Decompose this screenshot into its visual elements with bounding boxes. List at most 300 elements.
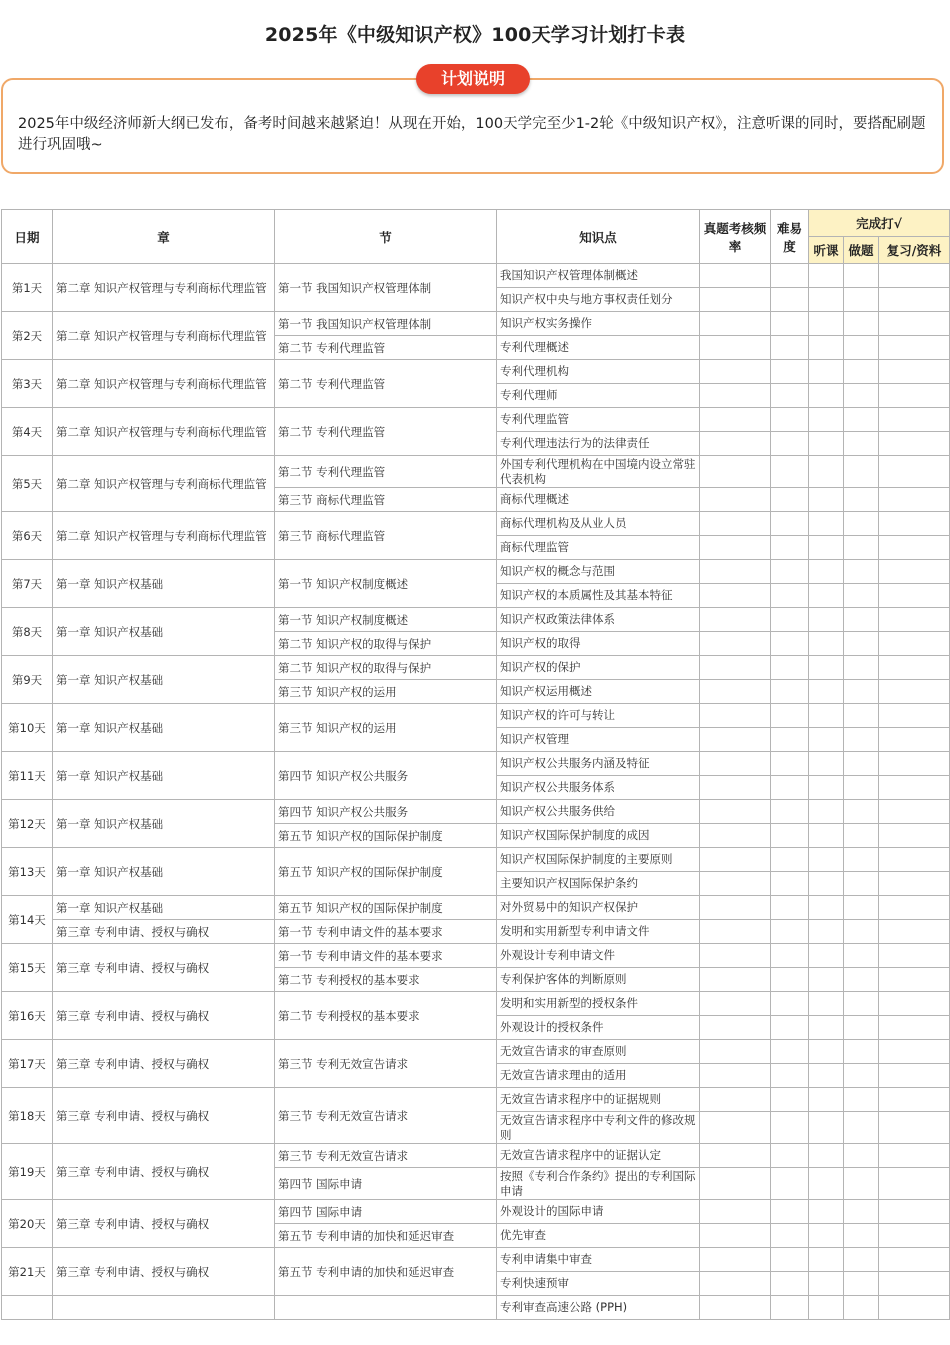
review-checkbox-cell[interactable] <box>879 1040 950 1064</box>
day-cell: 第3天 <box>2 360 53 408</box>
review-checkbox-cell[interactable] <box>879 704 950 728</box>
day-cell: 第9天 <box>2 656 53 704</box>
practice-checkbox-cell[interactable] <box>844 1168 879 1200</box>
listen-checkbox-cell[interactable] <box>809 584 844 608</box>
knowledge-cell: 知识产权实务操作 <box>497 312 700 336</box>
listen-checkbox-cell[interactable] <box>809 824 844 848</box>
review-checkbox-cell[interactable] <box>879 1168 950 1200</box>
listen-checkbox-cell[interactable] <box>809 848 844 872</box>
knowledge-cell: 对外贸易中的知识产权保护 <box>497 896 700 920</box>
knowledge-cell: 商标代理监管 <box>497 536 700 560</box>
day-cell: 第18天 <box>2 1088 53 1144</box>
practice-checkbox-cell[interactable] <box>844 800 879 824</box>
frequency-cell <box>700 336 771 360</box>
frequency-cell <box>700 1248 771 1272</box>
practice-checkbox-cell[interactable] <box>844 536 879 560</box>
practice-checkbox-cell[interactable] <box>844 920 879 944</box>
review-checkbox-cell[interactable] <box>879 584 950 608</box>
listen-checkbox-cell[interactable] <box>809 336 844 360</box>
section-cell: 第三节 专利无效宣告请求 <box>275 1144 497 1168</box>
section-cell: 第二节 专利代理监管 <box>275 360 497 408</box>
practice-checkbox-cell[interactable] <box>844 1040 879 1064</box>
plan-description-badge: 计划说明 <box>416 64 530 94</box>
difficulty-cell <box>771 800 809 824</box>
difficulty-cell <box>771 992 809 1016</box>
difficulty-cell <box>771 408 809 432</box>
listen-checkbox-cell[interactable] <box>809 776 844 800</box>
frequency-cell <box>700 488 771 512</box>
difficulty-cell <box>771 752 809 776</box>
chapter-cell: 第一章 知识产权基础 <box>53 560 275 608</box>
frequency-cell <box>700 872 771 896</box>
review-checkbox-cell[interactable] <box>879 384 950 408</box>
frequency-cell <box>700 560 771 584</box>
practice-checkbox-cell[interactable] <box>844 1088 879 1112</box>
frequency-cell <box>700 656 771 680</box>
chapter-cell: 第二章 知识产权管理与专利商标代理监管 <box>53 312 275 360</box>
review-checkbox-cell[interactable] <box>879 432 950 456</box>
listen-checkbox-cell[interactable] <box>809 1064 844 1088</box>
practice-checkbox-cell[interactable] <box>844 824 879 848</box>
section-cell: 第五节 知识产权的国际保护制度 <box>275 896 497 920</box>
day-cell: 第8天 <box>2 608 53 656</box>
knowledge-cell: 我国知识产权管理体制概述 <box>497 264 700 288</box>
listen-checkbox-cell[interactable] <box>809 752 844 776</box>
section-cell: 第一节 知识产权制度概述 <box>275 560 497 608</box>
practice-checkbox-cell[interactable] <box>844 456 879 488</box>
review-checkbox-cell[interactable] <box>879 456 950 488</box>
knowledge-cell: 无效宣告请求程序中的证据规则 <box>497 1088 700 1112</box>
table-row <box>2 848 950 872</box>
practice-checkbox-cell[interactable] <box>844 288 879 312</box>
listen-checkbox-cell[interactable] <box>809 264 844 288</box>
table-row <box>2 1200 950 1224</box>
table-row <box>2 1296 950 1320</box>
practice-checkbox-cell[interactable] <box>844 312 879 336</box>
knowledge-cell: 专利代理违法行为的法律责任 <box>497 432 700 456</box>
frequency-cell <box>700 584 771 608</box>
table-header-row <box>2 210 950 237</box>
frequency-cell <box>700 968 771 992</box>
frequency-cell <box>700 1112 771 1144</box>
knowledge-cell: 知识产权公共服务供给 <box>497 800 700 824</box>
chapter-cell: 第一章 知识产权基础 <box>53 752 275 800</box>
difficulty-cell <box>771 632 809 656</box>
listen-checkbox-cell[interactable] <box>809 560 844 584</box>
review-checkbox-cell[interactable] <box>879 560 950 584</box>
knowledge-cell: 按照《专利合作条约》提出的专利国际申请 <box>497 1168 700 1200</box>
practice-checkbox-cell[interactable] <box>844 968 879 992</box>
difficulty-cell <box>771 584 809 608</box>
header-review: 复习/资料 <box>879 237 950 264</box>
knowledge-cell: 专利快速预审 <box>497 1272 700 1296</box>
practice-checkbox-cell[interactable] <box>844 336 879 360</box>
listen-checkbox-cell[interactable] <box>809 920 844 944</box>
listen-checkbox-cell[interactable] <box>809 288 844 312</box>
practice-checkbox-cell[interactable] <box>844 360 879 384</box>
listen-checkbox-cell[interactable] <box>809 360 844 384</box>
day-cell: 第16天 <box>2 992 53 1040</box>
difficulty-cell <box>771 1224 809 1248</box>
frequency-cell <box>700 848 771 872</box>
review-checkbox-cell[interactable] <box>879 288 950 312</box>
table-row <box>2 704 950 728</box>
difficulty-cell <box>771 488 809 512</box>
section-cell: 第三节 知识产权的运用 <box>275 704 497 752</box>
table-row <box>2 656 950 680</box>
listen-checkbox-cell[interactable] <box>809 1168 844 1200</box>
review-checkbox-cell[interactable] <box>879 1016 950 1040</box>
practice-checkbox-cell[interactable] <box>844 1200 879 1224</box>
practice-checkbox-cell[interactable] <box>844 752 879 776</box>
header-date: 日期 <box>2 210 53 264</box>
review-checkbox-cell[interactable] <box>879 264 950 288</box>
listen-checkbox-cell[interactable] <box>809 1272 844 1296</box>
practice-checkbox-cell[interactable] <box>844 1272 879 1296</box>
review-checkbox-cell[interactable] <box>879 680 950 704</box>
day-cell: 第6天 <box>2 512 53 560</box>
header-knowledge: 知识点 <box>497 210 700 264</box>
frequency-cell <box>700 920 771 944</box>
difficulty-cell <box>771 560 809 584</box>
review-checkbox-cell[interactable] <box>879 360 950 384</box>
day-cell: 第14天 <box>2 896 53 944</box>
review-checkbox-cell[interactable] <box>879 752 950 776</box>
table-row <box>2 1088 950 1112</box>
practice-checkbox-cell[interactable] <box>844 608 879 632</box>
practice-checkbox-cell[interactable] <box>844 704 879 728</box>
section-cell <box>275 1296 497 1320</box>
day-cell: 第2天 <box>2 312 53 360</box>
review-checkbox-cell[interactable] <box>879 656 950 680</box>
day-cell: 第20天 <box>2 1200 53 1248</box>
frequency-cell <box>700 1144 771 1168</box>
review-checkbox-cell[interactable] <box>879 728 950 752</box>
knowledge-cell: 主要知识产权国际保护条约 <box>497 872 700 896</box>
difficulty-cell <box>771 1016 809 1040</box>
listen-checkbox-cell[interactable] <box>809 680 844 704</box>
chapter-cell: 第二章 知识产权管理与专利商标代理监管 <box>53 512 275 560</box>
table-row <box>2 312 950 336</box>
frequency-cell <box>700 896 771 920</box>
section-cell: 第二节 专利代理监管 <box>275 408 497 456</box>
frequency-cell <box>700 1272 771 1296</box>
listen-checkbox-cell[interactable] <box>809 432 844 456</box>
day-cell: 第15天 <box>2 944 53 992</box>
chapter-cell: 第三章 专利申请、授权与确权 <box>53 1248 275 1296</box>
chapter-cell: 第三章 专利申请、授权与确权 <box>53 920 275 944</box>
practice-checkbox-cell[interactable] <box>844 488 879 512</box>
table-row <box>2 408 950 432</box>
header-frequency: 真题考核频率 <box>700 210 771 264</box>
knowledge-cell: 专利保护客体的判断原则 <box>497 968 700 992</box>
frequency-cell <box>700 824 771 848</box>
difficulty-cell <box>771 848 809 872</box>
listen-checkbox-cell[interactable] <box>809 704 844 728</box>
practice-checkbox-cell[interactable] <box>844 848 879 872</box>
knowledge-cell: 发明和实用新型专利申请文件 <box>497 920 700 944</box>
frequency-cell <box>700 536 771 560</box>
knowledge-cell: 无效宣告请求理由的适用 <box>497 1064 700 1088</box>
frequency-cell <box>700 312 771 336</box>
practice-checkbox-cell[interactable] <box>844 1064 879 1088</box>
chapter-cell: 第一章 知识产权基础 <box>53 800 275 848</box>
review-checkbox-cell[interactable] <box>879 1088 950 1112</box>
listen-checkbox-cell[interactable] <box>809 1296 844 1320</box>
knowledge-cell: 外观设计的授权条件 <box>497 1016 700 1040</box>
frequency-cell <box>700 680 771 704</box>
review-checkbox-cell[interactable] <box>879 336 950 360</box>
chapter-cell: 第一章 知识产权基础 <box>53 608 275 656</box>
knowledge-cell: 专利代理机构 <box>497 360 700 384</box>
chapter-cell <box>53 1296 275 1320</box>
difficulty-cell <box>771 1144 809 1168</box>
knowledge-cell: 知识产权的取得 <box>497 632 700 656</box>
table-row <box>2 560 950 584</box>
listen-checkbox-cell[interactable] <box>809 1016 844 1040</box>
review-checkbox-cell[interactable] <box>879 1248 950 1272</box>
table-row <box>2 752 950 776</box>
day-cell: 第13天 <box>2 848 53 896</box>
practice-checkbox-cell[interactable] <box>844 896 879 920</box>
review-checkbox-cell[interactable] <box>879 896 950 920</box>
review-checkbox-cell[interactable] <box>879 872 950 896</box>
knowledge-cell: 发明和实用新型的授权条件 <box>497 992 700 1016</box>
listen-checkbox-cell[interactable] <box>809 408 844 432</box>
header-listen: 听课 <box>809 237 844 264</box>
section-cell: 第五节 知识产权的国际保护制度 <box>275 848 497 896</box>
review-checkbox-cell[interactable] <box>879 800 950 824</box>
knowledge-cell: 知识产权的概念与范围 <box>497 560 700 584</box>
chapter-cell: 第二章 知识产权管理与专利商标代理监管 <box>53 456 275 512</box>
difficulty-cell <box>771 512 809 536</box>
review-checkbox-cell[interactable] <box>879 512 950 536</box>
review-checkbox-cell[interactable] <box>879 920 950 944</box>
section-cell: 第一节 我国知识产权管理体制 <box>275 264 497 312</box>
difficulty-cell <box>771 360 809 384</box>
frequency-cell <box>700 1224 771 1248</box>
difficulty-cell <box>771 1088 809 1112</box>
review-checkbox-cell[interactable] <box>879 1144 950 1168</box>
difficulty-cell <box>771 312 809 336</box>
header-done: 完成打√ <box>809 210 950 237</box>
practice-checkbox-cell[interactable] <box>844 728 879 752</box>
day-cell: 第10天 <box>2 704 53 752</box>
practice-checkbox-cell[interactable] <box>844 384 879 408</box>
review-checkbox-cell[interactable] <box>879 824 950 848</box>
frequency-cell <box>700 360 771 384</box>
frequency-cell <box>700 384 771 408</box>
section-cell: 第三节 商标代理监管 <box>275 512 497 560</box>
listen-checkbox-cell[interactable] <box>809 1224 844 1248</box>
review-checkbox-cell[interactable] <box>879 408 950 432</box>
listen-checkbox-cell[interactable] <box>809 800 844 824</box>
table-row <box>2 800 950 824</box>
table-row <box>2 1248 950 1272</box>
review-checkbox-cell[interactable] <box>879 488 950 512</box>
listen-checkbox-cell[interactable] <box>809 456 844 488</box>
knowledge-cell: 知识产权的许可与转让 <box>497 704 700 728</box>
knowledge-cell: 知识产权公共服务内涵及特征 <box>497 752 700 776</box>
listen-checkbox-cell[interactable] <box>809 312 844 336</box>
review-checkbox-cell[interactable] <box>879 776 950 800</box>
section-cell: 第二节 知识产权的取得与保护 <box>275 632 497 656</box>
frequency-cell <box>700 264 771 288</box>
table-row <box>2 512 950 536</box>
difficulty-cell <box>771 1200 809 1224</box>
listen-checkbox-cell[interactable] <box>809 728 844 752</box>
plan-description-text: 2025年中级经济师新大纲已发布，备考时间越来越紧迫！从现在开始，100天学完至少1-2轮《中级知识产权》，注意听课的同时，要搭配刷题进行巩固哦~ <box>18 116 926 153</box>
frequency-cell <box>700 288 771 312</box>
listen-checkbox-cell[interactable] <box>809 1112 844 1144</box>
review-checkbox-cell[interactable] <box>879 608 950 632</box>
chapter-cell: 第一章 知识产权基础 <box>53 656 275 704</box>
knowledge-cell: 知识产权管理 <box>497 728 700 752</box>
listen-checkbox-cell[interactable] <box>809 1144 844 1168</box>
review-checkbox-cell[interactable] <box>879 1296 950 1320</box>
difficulty-cell <box>771 680 809 704</box>
review-checkbox-cell[interactable] <box>879 1200 950 1224</box>
table-row <box>2 944 950 968</box>
listen-checkbox-cell[interactable] <box>809 536 844 560</box>
difficulty-cell <box>771 824 809 848</box>
difficulty-cell <box>771 872 809 896</box>
review-checkbox-cell[interactable] <box>879 992 950 1016</box>
listen-checkbox-cell[interactable] <box>809 384 844 408</box>
listen-checkbox-cell[interactable] <box>809 488 844 512</box>
listen-checkbox-cell[interactable] <box>809 944 844 968</box>
chapter-cell: 第二章 知识产权管理与专利商标代理监管 <box>53 264 275 312</box>
section-cell: 第一节 专利申请文件的基本要求 <box>275 944 497 968</box>
section-cell: 第一节 知识产权制度概述 <box>275 608 497 632</box>
review-checkbox-cell[interactable] <box>879 536 950 560</box>
practice-checkbox-cell[interactable] <box>844 1144 879 1168</box>
review-checkbox-cell[interactable] <box>879 1224 950 1248</box>
section-cell: 第四节 国际申请 <box>275 1200 497 1224</box>
knowledge-cell: 知识产权中央与地方事权责任划分 <box>497 288 700 312</box>
table-row <box>2 896 950 920</box>
practice-checkbox-cell[interactable] <box>844 776 879 800</box>
knowledge-cell: 知识产权国际保护制度的主要原则 <box>497 848 700 872</box>
listen-checkbox-cell[interactable] <box>809 872 844 896</box>
chapter-cell: 第三章 专利申请、授权与确权 <box>53 992 275 1040</box>
listen-checkbox-cell[interactable] <box>809 968 844 992</box>
difficulty-cell <box>771 968 809 992</box>
listen-checkbox-cell[interactable] <box>809 1088 844 1112</box>
practice-checkbox-cell[interactable] <box>844 560 879 584</box>
listen-checkbox-cell[interactable] <box>809 1200 844 1224</box>
knowledge-cell: 知识产权运用概述 <box>497 680 700 704</box>
practice-checkbox-cell[interactable] <box>844 432 879 456</box>
knowledge-cell: 专利申请集中审查 <box>497 1248 700 1272</box>
review-checkbox-cell[interactable] <box>879 848 950 872</box>
knowledge-cell: 知识产权的保护 <box>497 656 700 680</box>
listen-checkbox-cell[interactable] <box>809 608 844 632</box>
review-checkbox-cell[interactable] <box>879 632 950 656</box>
difficulty-cell <box>771 384 809 408</box>
knowledge-cell: 知识产权公共服务体系 <box>497 776 700 800</box>
difficulty-cell <box>771 1272 809 1296</box>
header-chapter: 章 <box>53 210 275 264</box>
frequency-cell <box>700 704 771 728</box>
review-checkbox-cell[interactable] <box>879 312 950 336</box>
difficulty-cell <box>771 1064 809 1088</box>
section-cell: 第四节 知识产权公共服务 <box>275 752 497 800</box>
listen-checkbox-cell[interactable] <box>809 632 844 656</box>
practice-checkbox-cell[interactable] <box>844 584 879 608</box>
listen-checkbox-cell[interactable] <box>809 992 844 1016</box>
frequency-cell <box>700 776 771 800</box>
chapter-cell: 第一章 知识产权基础 <box>53 896 275 920</box>
practice-checkbox-cell[interactable] <box>844 264 879 288</box>
practice-checkbox-cell[interactable] <box>844 1296 879 1320</box>
practice-checkbox-cell[interactable] <box>844 944 879 968</box>
practice-checkbox-cell[interactable] <box>844 408 879 432</box>
listen-checkbox-cell[interactable] <box>809 896 844 920</box>
listen-checkbox-cell[interactable] <box>809 1040 844 1064</box>
listen-checkbox-cell[interactable] <box>809 656 844 680</box>
table-row <box>2 360 950 384</box>
review-checkbox-cell[interactable] <box>879 1272 950 1296</box>
difficulty-cell <box>771 704 809 728</box>
day-cell: 第19天 <box>2 1144 53 1200</box>
difficulty-cell <box>771 264 809 288</box>
day-cell <box>2 1296 53 1320</box>
practice-checkbox-cell[interactable] <box>844 680 879 704</box>
section-cell: 第二节 专利授权的基本要求 <box>275 992 497 1040</box>
knowledge-cell: 知识产权的本质属性及其基本特征 <box>497 584 700 608</box>
practice-checkbox-cell[interactable] <box>844 1248 879 1272</box>
difficulty-cell <box>771 920 809 944</box>
table-row <box>2 920 950 944</box>
practice-checkbox-cell[interactable] <box>844 632 879 656</box>
practice-checkbox-cell[interactable] <box>844 1224 879 1248</box>
section-cell: 第二节 专利代理监管 <box>275 456 497 488</box>
practice-checkbox-cell[interactable] <box>844 872 879 896</box>
knowledge-cell: 知识产权国际保护制度的成因 <box>497 824 700 848</box>
practice-checkbox-cell[interactable] <box>844 656 879 680</box>
difficulty-cell <box>771 1112 809 1144</box>
section-cell: 第二节 专利代理监管 <box>275 336 497 360</box>
header-section: 节 <box>275 210 497 264</box>
chapter-cell: 第三章 专利申请、授权与确权 <box>53 1200 275 1248</box>
frequency-cell <box>700 1016 771 1040</box>
practice-checkbox-cell[interactable] <box>844 1016 879 1040</box>
knowledge-cell: 专利代理师 <box>497 384 700 408</box>
section-cell: 第一节 专利申请文件的基本要求 <box>275 920 497 944</box>
practice-checkbox-cell[interactable] <box>844 1112 879 1144</box>
practice-checkbox-cell[interactable] <box>844 512 879 536</box>
section-cell: 第三节 商标代理监管 <box>275 488 497 512</box>
table-row <box>2 608 950 632</box>
day-cell: 第12天 <box>2 800 53 848</box>
frequency-cell <box>700 432 771 456</box>
review-checkbox-cell[interactable] <box>879 1112 950 1144</box>
knowledge-cell: 无效宣告请求程序中的证据认定 <box>497 1144 700 1168</box>
header-practice: 做题 <box>844 237 879 264</box>
practice-checkbox-cell[interactable] <box>844 992 879 1016</box>
review-checkbox-cell[interactable] <box>879 968 950 992</box>
section-cell: 第二节 知识产权的取得与保护 <box>275 656 497 680</box>
review-checkbox-cell[interactable] <box>879 1064 950 1088</box>
review-checkbox-cell[interactable] <box>879 944 950 968</box>
listen-checkbox-cell[interactable] <box>809 512 844 536</box>
difficulty-cell <box>771 456 809 488</box>
listen-checkbox-cell[interactable] <box>809 1248 844 1272</box>
knowledge-cell: 优先审查 <box>497 1224 700 1248</box>
section-cell: 第五节 专利申请的加快和延迟审查 <box>275 1248 497 1296</box>
chapter-cell: 第三章 专利申请、授权与确权 <box>53 1088 275 1144</box>
